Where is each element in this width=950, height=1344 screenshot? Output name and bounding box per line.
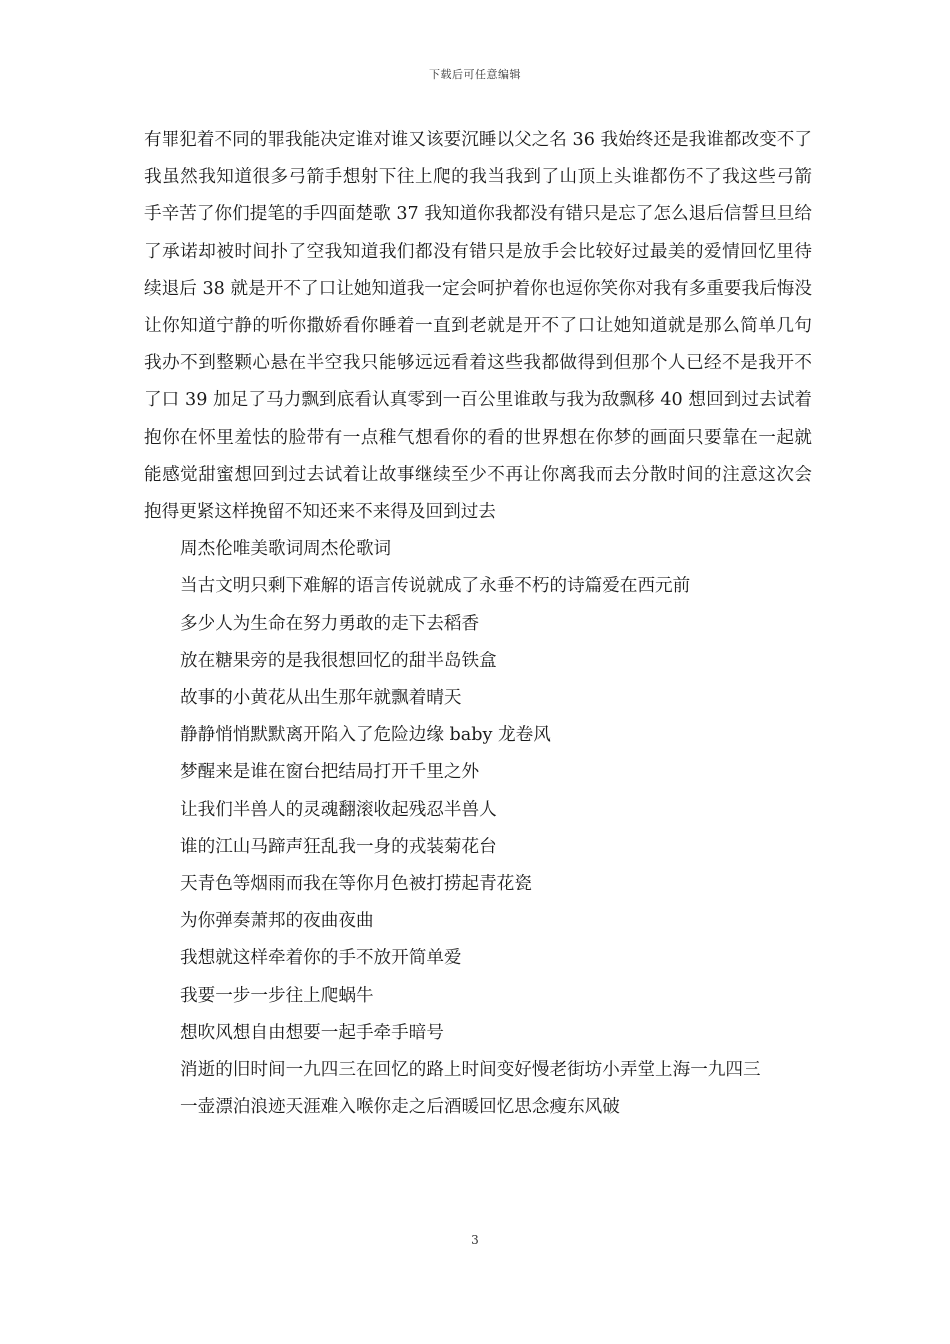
lyric-line: 故事的小黄花从出生那年就飘着晴天 [180,688,462,709]
lyric-line: 天青色等烟雨而我在等你月色被打捞起青花瓷 [180,874,532,895]
lyric-line-wrapped: 消逝的旧时间一九四三在回忆的路上时间变好慢老街坊小弄堂上海一九四三 [180,1060,761,1081]
lyric-line: 让我们半兽人的灵魂翻滚收起残忍半兽人 [180,799,497,820]
lyric-line-title: 周杰伦唯美歌词周杰伦歌词 [180,539,392,560]
lyric-line: 梦醒来是谁在窗台把结局打开千里之外 [180,762,480,783]
intro-paragraph: 有罪犯着不同的罪我能决定谁对谁又该要沉睡以父之名 36 我始终还是我谁都改变不了我虽然我知道很多弓箭手想射下往上爬的我当我到了山顶上头谁都伤不了我这些弓箭手辛苦了你们提笔的手四面楚歌 37 我知道你我都没有错只是忘了怎么退后信誓旦旦给了承诺却被时间扑了空我知道我们都没有错只是放手会比较好过最美的爱情回忆里待续退后 38 就是开不了口让她知道我一定会呵护着你也逗你笑你对我有多重要我后悔没让你知道宁静的听你撒娇看你睡着一直到老就是开不了口让她知道就是那么简单几句我办不到整颗心悬在半空我只能够远远看着这些我都做得到但那个人已经不是我开不了口 39 加足了马力飘到底看认真零到一百公里谁敢与我为敌飘移 40 想回到过去试着抱你在怀里羞怯的脸带有一点稚气想看你的看的世界想在你梦的画面只要靠在一起就能感觉甜蜜想回到过去试着让故事继续至少不再让你离我而去分散时间的注意这次会抱得更紧这样挽留不知还来不来得及回到过去 [144,130,812,523]
lyric-line-last: 一壶漂泊浪迹天涯难入喉你走之后酒暖回忆思念瘦东风破 [180,1097,620,1118]
lyric-line: 当古文明只剩下难解的语言传说就成了永垂不朽的诗篇爱在西元前 [180,576,691,597]
lyric-line: 多少人为生命在努力勇敢的走下去稻香 [180,613,480,634]
lyric-line: 谁的江山马蹄声狂乱我一身的戎装菊花台 [180,836,497,857]
lyric-line: 我要一步一步往上爬蜗牛 [180,985,374,1006]
lyric-line: 放在糖果旁的是我很想回忆的甜半岛铁盒 [180,650,497,671]
page-header: 下载后可任意编辑 [429,68,521,81]
page-number: 3 [471,1233,479,1247]
lyric-line: 静静悄悄默默离开陷入了危险边缘 baby 龙卷风 [180,725,551,746]
lyric-line: 我想就这样牵着你的手不放开简单爱 [180,948,462,969]
document-body [144,122,812,1126]
lyric-line: 为你弹奏萧邦的夜曲夜曲 [180,911,374,932]
lyric-line: 想吹风想自由想要一起手牵手暗号 [180,1022,444,1043]
